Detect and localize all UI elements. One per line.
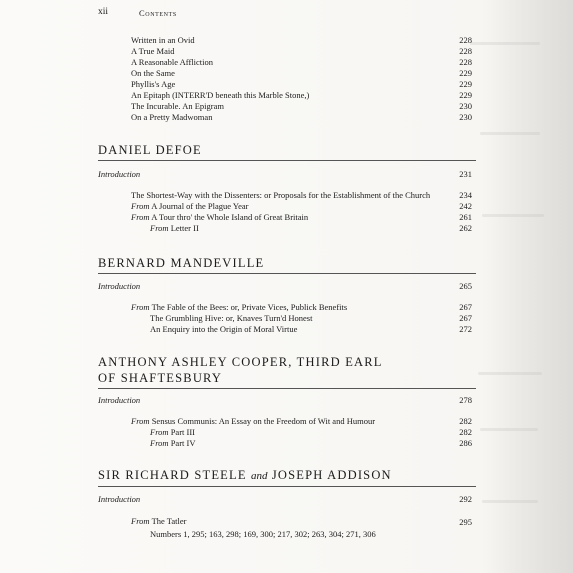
from-prefix: From — [131, 516, 150, 526]
show-through-mark — [480, 428, 538, 431]
entry-page: 229 — [459, 90, 472, 100]
entry-title: An Epitaph (INTERR'D beneath this Marble Stone,) — [131, 90, 310, 100]
introduction-label: Introduction — [98, 395, 141, 405]
entry-page: 261 — [459, 212, 472, 222]
author-conjunction: and — [251, 470, 268, 482]
show-through-mark — [482, 500, 538, 503]
introduction-page: 292 — [459, 494, 472, 504]
entry-page: 272 — [459, 324, 472, 334]
entry-title: On a Pretty Madwoman — [131, 112, 213, 122]
entry-page: 229 — [459, 79, 472, 89]
entry-page: 242 — [459, 201, 472, 211]
entry-title: A Tour thro' the Whole Island of Great Britain — [151, 212, 309, 222]
author-heading-line2: OF SHAFTESBURY — [98, 371, 223, 385]
introduction-page: 278 — [459, 395, 472, 405]
entry-title: Part IV — [170, 438, 196, 448]
entry-page: 262 — [459, 223, 472, 233]
entry-title: Sensus Communis: An Essay on the Freedom of Wit and Humour — [151, 416, 376, 426]
introduction-page: 231 — [459, 169, 472, 179]
introduction-label: Introduction — [98, 169, 141, 179]
entry-page: 286 — [459, 438, 472, 448]
entry-page: 267 — [459, 313, 472, 323]
entry-page: 295 — [459, 517, 472, 527]
entry-title: Letter II — [170, 223, 199, 233]
page-edge-shadow — [478, 0, 573, 573]
entry-title: A Reasonable Affliction — [131, 57, 213, 67]
entry-title: On the Same — [131, 68, 175, 78]
entry-page: 267 — [459, 302, 472, 312]
entry-title: The Incurable. An Epigram — [131, 101, 224, 111]
entry-title: The Tatler — [151, 516, 187, 526]
entry-title: A True Maid — [131, 46, 175, 56]
entry-page: 228 — [459, 57, 472, 67]
entry-title: Phyllis's Age — [131, 79, 176, 89]
heading-rule — [98, 160, 476, 161]
author-heading — [98, 468, 392, 483]
show-through-mark — [480, 132, 540, 135]
entry-page: 230 — [459, 112, 472, 122]
author-heading: BERNARD MANDEVILLE — [98, 256, 265, 270]
entry-title: Written in an Ovid — [131, 35, 195, 45]
introduction-page: 265 — [459, 281, 472, 291]
from-prefix: From — [131, 302, 150, 312]
page-number: xii — [98, 7, 109, 17]
entry-title: Numbers 1, 295; 163, 298; 169, 300; 217, 302; 263, 304; 271, 306 — [150, 529, 376, 539]
show-through-mark — [482, 214, 544, 217]
from-prefix: From — [131, 416, 150, 426]
entry-title: The Grumbling Hive: or, Knaves Turn'd Honest — [150, 313, 313, 323]
show-through-mark — [478, 372, 542, 375]
entry-title: The Fable of the Bees: or, Private Vices, Publick Benefits — [151, 302, 348, 312]
entry-page: 230 — [459, 101, 472, 111]
from-prefix: From — [131, 201, 150, 211]
entry-page: 282 — [459, 416, 472, 426]
introduction-label: Introduction — [98, 494, 141, 504]
heading-rule — [98, 273, 476, 274]
entry-page: 229 — [459, 68, 472, 78]
entry-title: An Enquiry into the Origin of Moral Virtue — [150, 324, 298, 334]
entry-page: 282 — [459, 427, 472, 437]
entry-title: The Shortest-Way with the Dissenters: or Proposals for the Establishment of the Church — [131, 190, 431, 200]
from-prefix: From — [150, 438, 169, 448]
heading-rule — [98, 486, 476, 487]
from-prefix: From — [131, 212, 150, 222]
show-through-mark — [470, 42, 540, 45]
from-prefix: From — [150, 223, 169, 233]
from-prefix: From — [150, 427, 169, 437]
running-title: Contents — [139, 8, 177, 18]
author-name-steele: SIR RICHARD STEELE — [98, 468, 247, 482]
entry-title: A Journal of the Plague Year — [151, 201, 249, 211]
author-heading-line1: ANTHONY ASHLEY COOPER, THIRD EARL — [98, 355, 383, 369]
entry-page: 228 — [459, 46, 472, 56]
entry-page: 228 — [459, 35, 472, 45]
entry-page: 234 — [459, 190, 472, 200]
entry-title: Part III — [170, 427, 196, 437]
author-name-addison: JOSEPH ADDISON — [271, 468, 392, 482]
author-heading: DANIEL DEFOE — [98, 143, 202, 157]
introduction-label: Introduction — [98, 281, 141, 291]
heading-rule — [98, 388, 476, 389]
